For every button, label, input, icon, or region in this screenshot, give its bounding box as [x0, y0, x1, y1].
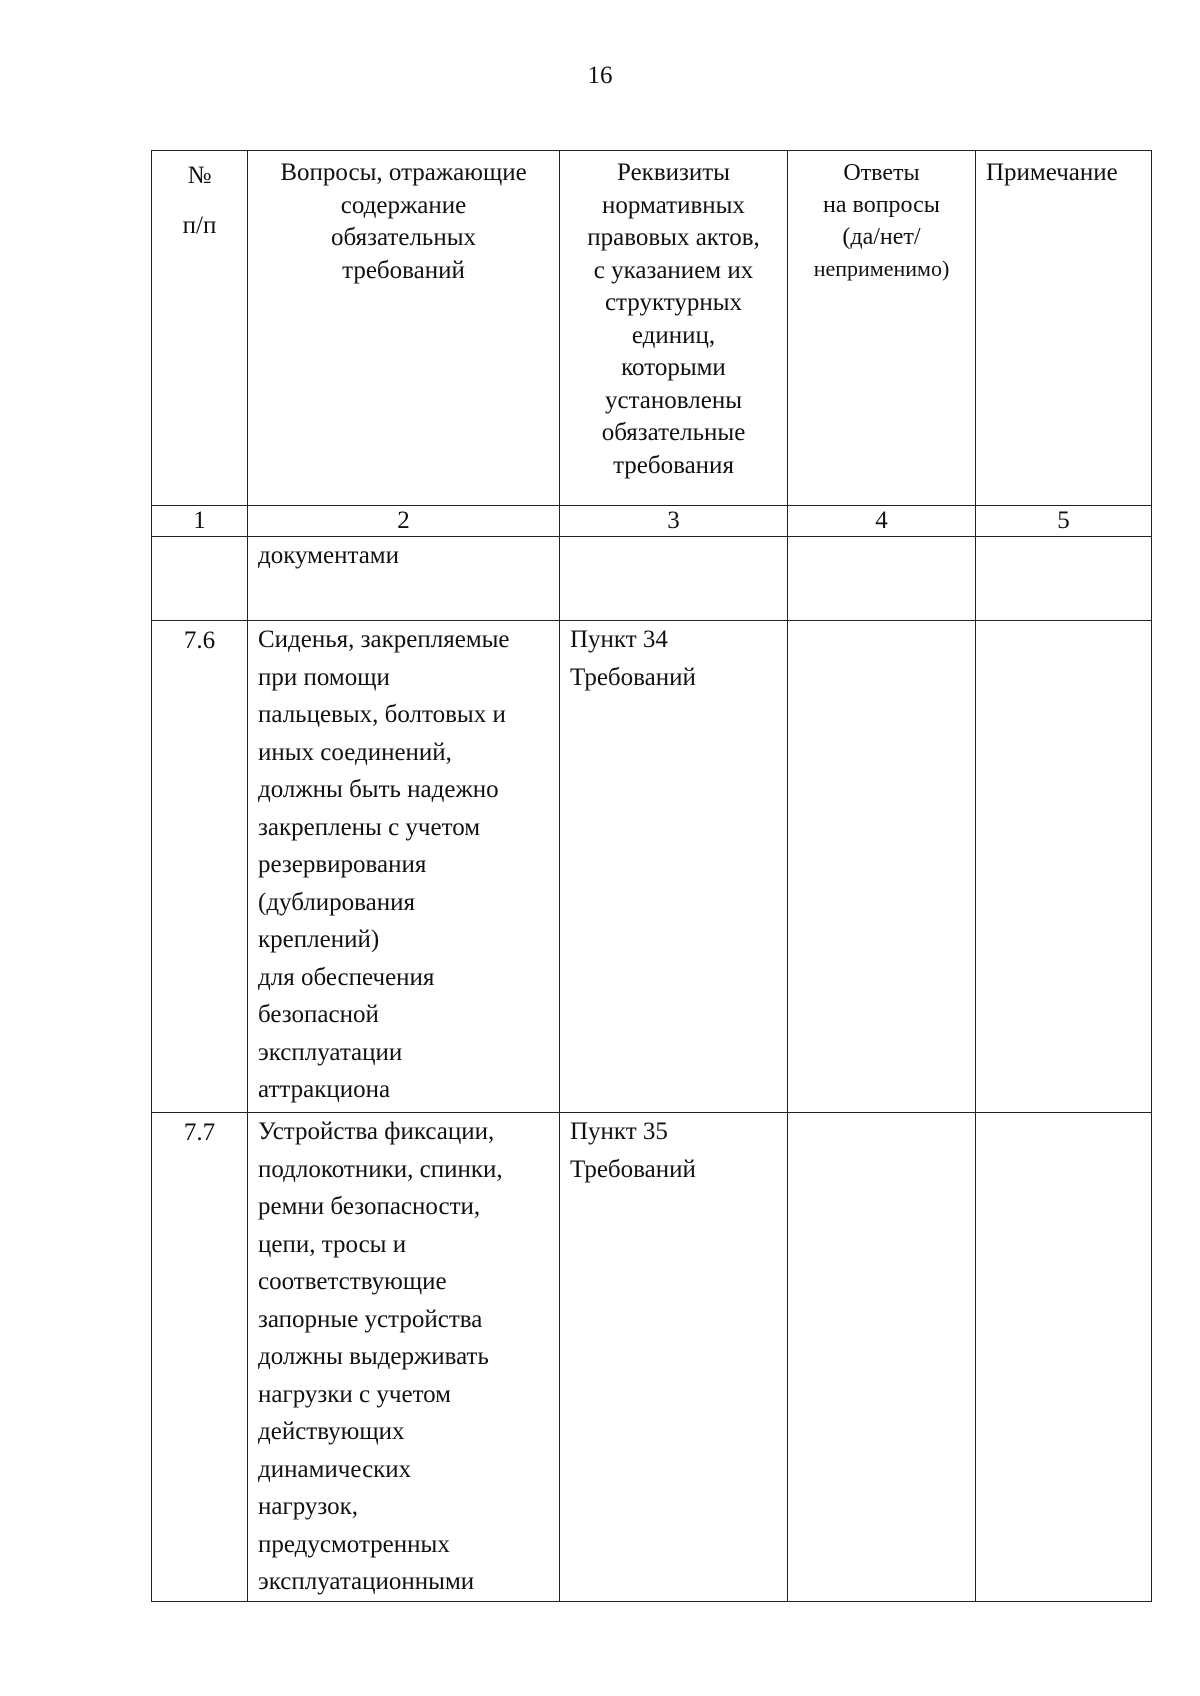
question-line: резервирования — [258, 851, 427, 878]
question-line: креплений) — [258, 926, 380, 953]
row-answer — [788, 621, 976, 1113]
header-number-symbol: № — [187, 162, 212, 189]
header-answers-line: (да/нет/ — [842, 224, 921, 250]
row-answer — [788, 537, 976, 621]
header-answers-line: неприменимо) — [813, 256, 950, 281]
header-requisites-line: нормативных — [602, 191, 745, 219]
header-requisites-cell — [560, 151, 788, 506]
column-number-row — [152, 506, 1152, 537]
header-number-cell — [152, 151, 248, 506]
header-requisites-line: правовых актов, — [587, 224, 760, 251]
question-line: Сиденья, закрепляемые — [258, 626, 510, 653]
row-note — [976, 1113, 1152, 1602]
question-line: при помощи — [258, 663, 390, 691]
question-line: закреплены с учетом — [258, 813, 481, 841]
header-number-abbrev: п/п — [182, 212, 217, 239]
header-questions-line: Вопросы, отражающие — [280, 159, 527, 186]
header-answers-line: на вопросы — [823, 192, 940, 218]
question-line: (дублирования — [258, 888, 415, 916]
row-number: 7.7 — [152, 1113, 248, 1602]
question-line: эксплуатации — [258, 1038, 403, 1066]
question-line: должны выдерживать — [258, 1343, 489, 1370]
question-line: безопасной — [258, 1001, 379, 1028]
question-line: динамических — [258, 1455, 412, 1483]
row-requisites — [560, 537, 788, 621]
question-line: цепи, тросы и — [258, 1230, 407, 1258]
row-number: 7.6 — [152, 621, 248, 1113]
requisite-line: Пункт 34 — [570, 626, 668, 653]
header-questions-cell — [248, 151, 560, 506]
question-line: нагрузок, — [258, 1493, 359, 1520]
question-line: запорные устройства — [258, 1305, 483, 1333]
header-questions-line: содержание — [340, 191, 467, 219]
question-line: пальцевых, болтовых и — [258, 701, 506, 728]
row-answer — [788, 1113, 976, 1602]
row-number — [152, 537, 248, 621]
question-line: действующих — [258, 1418, 405, 1445]
row-question — [248, 1113, 560, 1602]
requirements-table — [151, 150, 1152, 1602]
table-row — [152, 537, 1152, 621]
table-row — [152, 621, 1152, 1113]
requisite-line: Требований — [570, 663, 696, 691]
header-questions-line: обязательных — [331, 224, 476, 251]
question-line: ремни безопасности, — [258, 1193, 481, 1220]
requisite-line: Пункт 35 — [570, 1118, 668, 1145]
column-number: 2 — [248, 506, 560, 537]
header-requisites-line: единиц, — [631, 321, 716, 349]
column-number: 5 — [976, 506, 1152, 537]
row-note — [976, 621, 1152, 1113]
page-number: 16 — [587, 62, 613, 89]
header-requisites-line: установлены — [604, 386, 743, 414]
question-line: нагрузки с учетом — [258, 1380, 452, 1408]
question-line: для обеспечения — [258, 963, 435, 991]
header-answers-line: Ответы — [843, 160, 920, 186]
row-question — [248, 537, 560, 621]
header-questions-line: требований — [342, 256, 465, 284]
header-requisites-line: обязательные — [601, 419, 746, 446]
header-requisites-line: Реквизиты — [617, 159, 730, 186]
row-requisites — [560, 1113, 788, 1602]
header-requisites-line: которыми — [621, 354, 726, 381]
header-note-cell — [976, 151, 1152, 506]
row-note — [976, 537, 1152, 621]
header-answers-cell — [788, 151, 976, 506]
column-number: 4 — [788, 506, 976, 537]
column-number: 3 — [560, 506, 788, 537]
question-line: эксплуатационными — [258, 1568, 475, 1595]
header-requisites-line: структурных — [604, 289, 743, 316]
question-line: должны быть надежно — [258, 776, 499, 803]
question-line: подлокотники, спинки, — [258, 1155, 503, 1183]
requisite-line: Требований — [570, 1155, 696, 1183]
header-requisites-line: требования — [613, 451, 734, 479]
question-line: иных соединений, — [258, 738, 452, 766]
table-row — [152, 1113, 1152, 1602]
row-question — [248, 621, 560, 1113]
header-requisites-line: с указанием их — [593, 256, 754, 284]
row-requisites — [560, 621, 788, 1113]
question-line: соответствующие — [258, 1268, 447, 1295]
question-line: документами — [258, 542, 400, 569]
question-line: Устройства фиксации, — [258, 1118, 495, 1145]
column-number: 1 — [152, 506, 248, 537]
question-line: аттракциона — [258, 1076, 391, 1103]
header-note-label: Примечание — [986, 159, 1118, 186]
question-line: предусмотренных — [258, 1530, 450, 1558]
table-header-row — [152, 151, 1152, 506]
